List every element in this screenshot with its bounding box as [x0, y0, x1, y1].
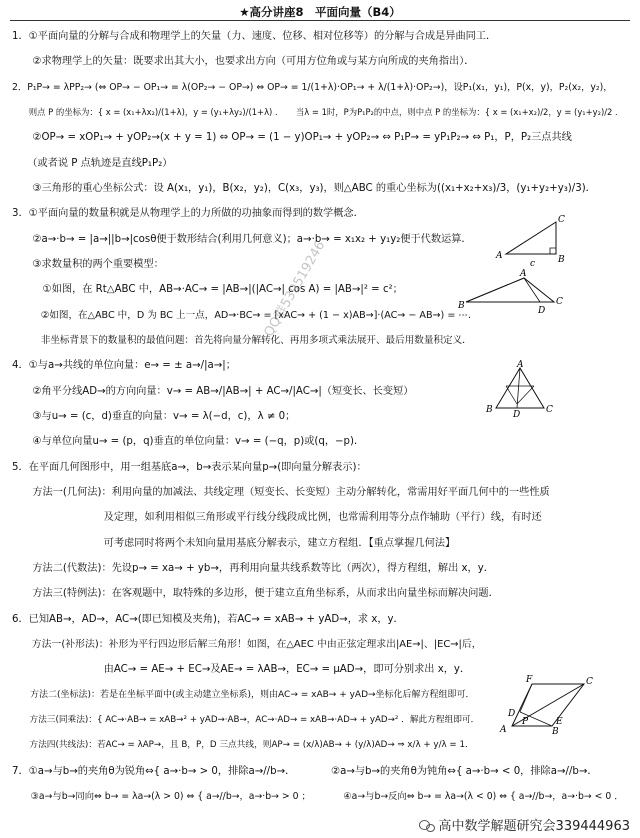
text-line: 方法二(坐标法)：若是在坐标平面中(或主动建立坐标系)，则由AC→ = xAB→ + yAD→坐标化后解方程组即可． — [12, 690, 475, 700]
fig4-label: C — [586, 677, 593, 687]
text-line: 7．①a→与b→的夹角θ为锐角⇔{ a→·b→ > 0，排除a→//b→． ②a→与b→的夹角θ为钝角⇔{ a→·b→ < 0，排除a→//b→． — [12, 766, 598, 777]
footer-brand — [419, 815, 630, 834]
text-line: 2．P₁P→ = λPP₂→ (⇔ OP→ − OP₁→ = λ(OP₂→ − OP→) ⇔ OP→ = 1/(1+λ)·OP₁→ + λ/(1+λ)·OP₂→)，设P₁(x₁，y₁)，P(x，y)，P₂(x₂，y₂)， — [12, 82, 613, 93]
text-line: 方法三(特例法)：在客观题中，取特殊的多边形，便于建立直角坐标系，从而求出向量坐标而解决问题． — [12, 588, 499, 599]
text-line: 1．①平面向量的分解与合成和物理学上的矢量（力、速度、位移、相对位移等）的分解与合成是异曲同工． — [12, 31, 497, 42]
fig4-label: A — [500, 725, 507, 735]
text-line: 方法三(同乘法)：{ AC→·AB→ = xAB→² + yAD→·AB→，AC→·AD→ = xAB→·AD→ + yAD→² ．解此方程组即可． — [12, 715, 480, 725]
text-line: 方法一(几何法)：利用向量的加减法、共线定理（短变长、长变短）主动分解转化，常需用好平面几何中的一些性质 — [12, 487, 550, 498]
text-line: （或者说 P 点轨迹是直线P₁P₂） — [12, 158, 173, 169]
wechat-icon — [419, 819, 435, 831]
fig3-label: B — [486, 405, 493, 415]
fig2-label: A — [520, 269, 527, 279]
page-title: ★高分讲座8 平面向量（B4） — [239, 5, 401, 19]
figure-angle-bisector — [484, 360, 554, 418]
text-line: 5．在平面几何图形中，用一组基底a→，b→表示某向量p→(即向量分解表示)： — [12, 462, 367, 473]
fig1-label: A — [496, 251, 503, 261]
fig1-label: B — [558, 255, 565, 265]
fig1-label: C — [558, 215, 565, 225]
fig4-label: E — [556, 717, 563, 727]
fig4-label: F — [526, 675, 533, 685]
text-line: 方法二(代数法)：先设p→ = xa→ + yb→，再利用向量共线系数等比（两次），得方程组，解出 x，y． — [12, 563, 494, 574]
text-line: ②如图，在△ABC 中，D 为 BC 上一点，AD→·BC→ = [xAC→ + (1 − x)AB→]·(AC→ − AB→) = ⋯． — [12, 310, 478, 321]
text-line: ②OP→ = xOP₁→ + yOP₂→(x + y = 1) ⇔ OP→ = (1 − y)OP₁→ + yOP₂→ ⇔ P₁P→ = yP₁P₂→ ⇔ P₁，P，P₂三点共线 — [12, 132, 572, 143]
figure-right-triangle — [494, 214, 574, 270]
fig3-label: C — [546, 405, 553, 415]
figure-triangle-bcd — [456, 268, 576, 316]
text-line: ②a→·b→ = |a→||b→|cosθ便于数形结合(利用几何意义)；a→·b→ = x₁x₂ + y₁y₂便于代数运算． — [12, 234, 472, 245]
fig3-label: A — [517, 360, 524, 370]
text-line: 及定理，如利用相似三角形或平行线分线段成比例，也常需利用等分点作辅助（平行）线，有时还 — [12, 512, 542, 523]
text-line: ③a→与b→同向⇔ b→ = λa→(λ > 0) ⇔ { a→//b→，a→·b→ > 0 ； ④a→与b→反向⇔ b→ = λa→(λ < 0) ⇔ { a→//b→，a→·b→ < 0 ． — [12, 791, 624, 802]
fig4-label: B — [552, 727, 559, 736]
text-line: 则点 P 的坐标为：{ x = (x₁+λx₂)/(1+λ)，y = (y₁+λy₂)/(1+λ) ． 当λ = 1时，P为P₁P₂的中点，则中点 P 的坐标为：{ x = (x₁+x₂)/2，y = (y₁+y₂)/2 ． — [12, 107, 624, 117]
footer-text: 高中数学解题研究会339444963 — [438, 819, 630, 834]
fig2-label: C — [556, 297, 563, 307]
title-divider — [10, 20, 630, 21]
text-line: ②角平分线AD→的方向向量：v→ = AB→/|AB→| + AC→/|AC→|（短变长、长变短） — [12, 386, 414, 397]
text-line: 3．①平面向量的数量积就是从物理学上的力所做的功抽象而得到的数学概念． — [12, 208, 364, 219]
text-line: 由AC→ = AE→ + EC→及AE→ = λAB→，EC→ = μAD→，即可分别求出 x，y． — [12, 664, 471, 675]
fig2-label: D — [538, 306, 546, 316]
watermark: QQ群539519246 — [261, 238, 329, 340]
fig4-label: D — [508, 709, 516, 719]
text-line: ①如图，在 Rt△ABC 中，AB→·AC→ = |AB→|(|AC→| cos A) = |AB→|² = c²； — [12, 284, 403, 295]
text-line: 可考虑同时将两个未知向量用基底分解表示，建立方程组．【重点掌握几何法】 — [12, 538, 456, 549]
figure-parallelogram — [496, 672, 606, 736]
text-line: ②求物理学上的矢量：既要求出其大小，也要求出方向（可用方位角或与某方向所成的夹角指出）． — [12, 56, 475, 67]
fig4-label: P — [522, 717, 529, 727]
text-line: ③求数量积的两个重要模型： — [12, 259, 164, 270]
fig1-label: c — [530, 259, 536, 269]
text-line: 6．已知AB→，AD→，AC→(即已知模及夹角)，若AC→ = xAB→ + yAD→，求 x，y． — [12, 614, 404, 625]
text-line: ③三角形的重心坐标公式：设 A(x₁，y₁)，B(x₂，y₂)，C(x₃，y₃)，则△ABC 的重心坐标为((x₁+x₂+x₃)/3，(y₁+y₂+y₃)/3)． — [12, 183, 596, 194]
text-line: 4．①与a→共线的单位向量：e→ = ± a→/|a→|； — [12, 360, 236, 371]
text-line: ④与单位向量u→ = (p，q)垂直的单位向量：v→ = (−q，p)或(q，−p)． — [12, 436, 365, 447]
text-line: 方法四(共线法)：若AC→ = λAP→，且 B，P，D 三点共线，则AP→ = (x/λ)AB→ + (y/λ)AD→ ⇒ x/λ + y/λ = 1． — [12, 740, 474, 750]
text-line: 方法一(补形法)：补形为平行四边形后解三角形！如图，在△AEC 中由正弦定理求出|AE→|、|EC→|后， — [12, 639, 482, 650]
text-line: 非坐标背景下的数量积的最值问题：首先将向量分解转化、再用多项式乘法展开、最后用数量积定义． — [12, 335, 472, 346]
fig2-label: B — [458, 301, 465, 311]
text-line: ③与u→ = (c，d)垂直的向量：v→ = λ(−d，c)，λ ≠ 0； — [12, 411, 296, 422]
fig3-label: D — [513, 410, 521, 418]
